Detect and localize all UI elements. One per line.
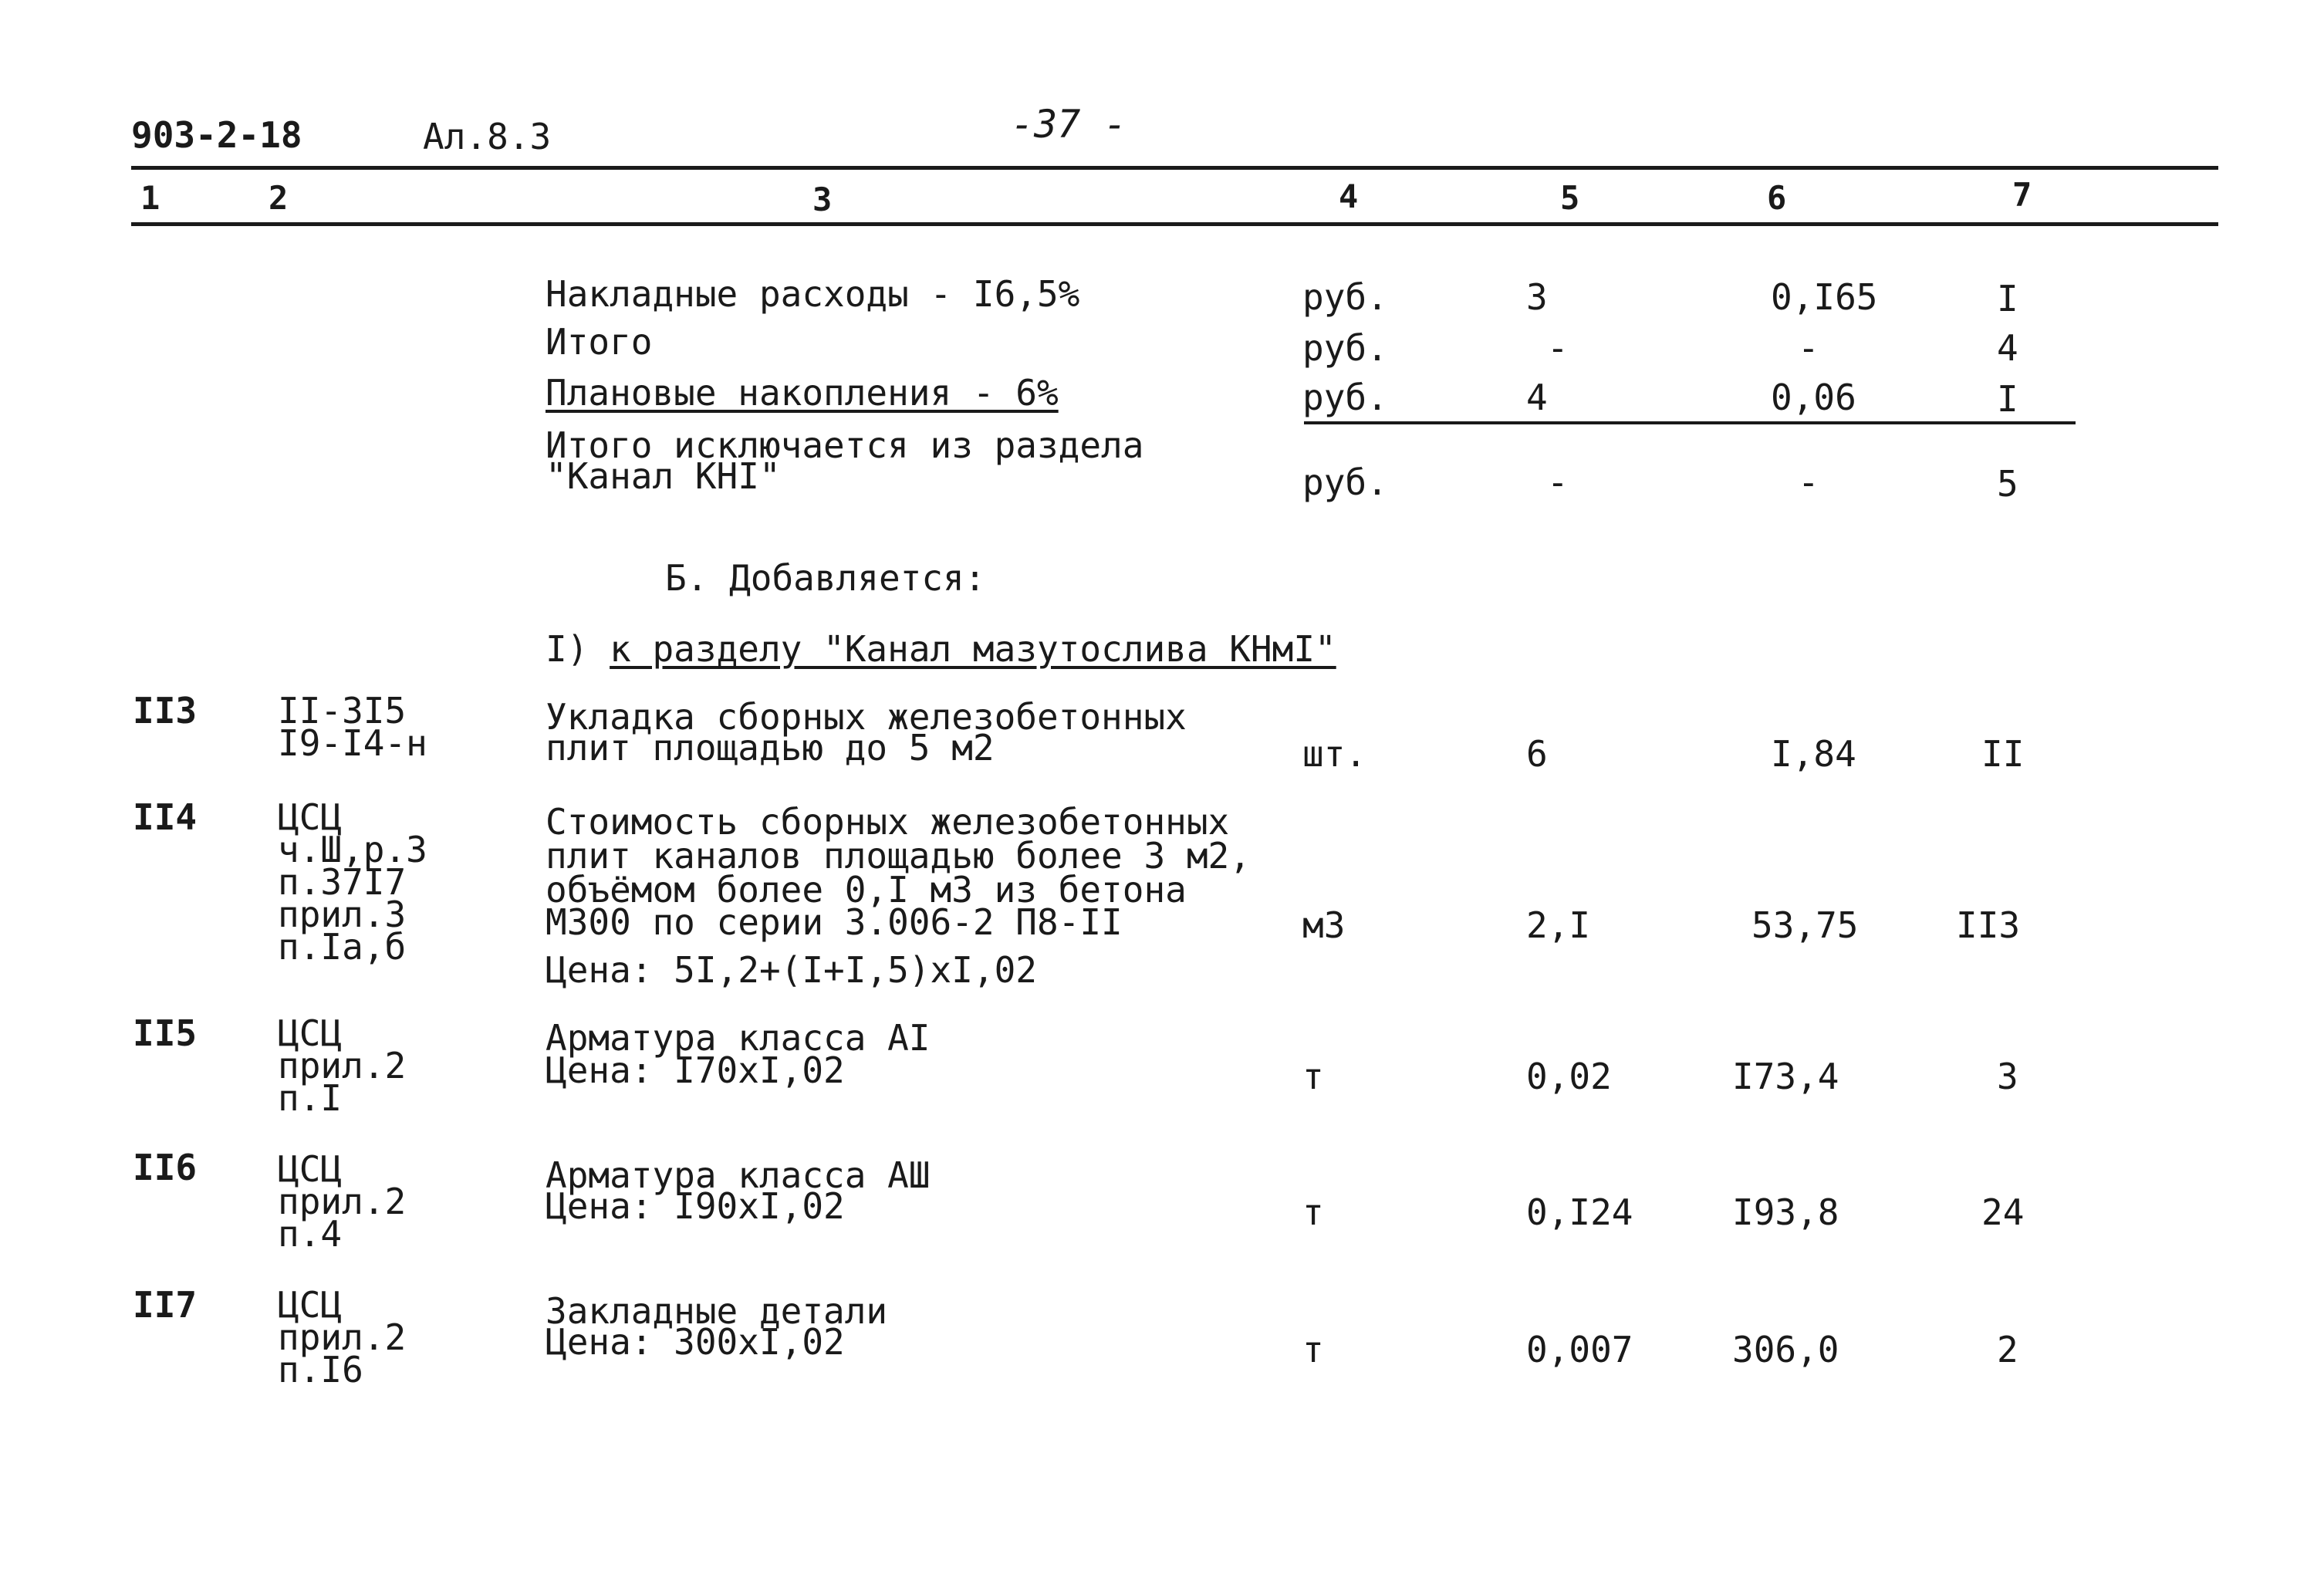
subsection-number: I)	[546, 628, 589, 670]
row-price: 53,75	[1751, 904, 1859, 946]
row-description-line: Цена: I90хI,02	[546, 1185, 845, 1227]
summary-row-name: Накладные расходы - I6,5%	[546, 273, 1080, 315]
summary-row-total: 4	[1997, 327, 2018, 369]
row-unit: т	[1302, 1056, 1324, 1097]
row-code-line: ЦСЦ	[278, 796, 343, 838]
summary-row-unit: руб.	[1302, 327, 1388, 369]
row-total: 24	[1981, 1191, 2025, 1233]
row-number: II3	[133, 690, 198, 732]
summary-row-unit: руб.	[1302, 276, 1388, 318]
summary-row-unit: руб.	[1302, 461, 1388, 503]
row-qty: 0,02	[1526, 1056, 1612, 1097]
row-number: II7	[133, 1284, 198, 1326]
column-number-3: 3	[812, 181, 833, 218]
summary-row-price: -	[1798, 461, 1819, 503]
row-description-line: Арматура класса АШ	[546, 1154, 931, 1196]
row-description-line: Арматура класса АI	[546, 1017, 931, 1059]
row-code-line: п.4	[278, 1213, 343, 1255]
row-code-line: п.37I7	[278, 861, 407, 903]
row-code-line: п.I	[278, 1077, 343, 1119]
row-number: II6	[133, 1147, 198, 1188]
row-code-line: ч.Ш,р.3	[278, 829, 427, 870]
row-description-line: Цена: I70хI,02	[546, 1049, 845, 1091]
row-unit: т	[1302, 1191, 1324, 1233]
row-description-line: М300 по серии 3.006-2 П8-II	[546, 901, 1123, 943]
album-number: Ал.8.3	[423, 116, 552, 157]
row-total: II	[1981, 733, 2025, 775]
summary-row-name-line1: Итого исключается из раздела	[546, 424, 1144, 466]
row-total: II3	[1956, 904, 2021, 946]
summary-row-name-line2: "Канал КНI"	[546, 455, 781, 497]
row-code-line: прил.2	[278, 1045, 407, 1086]
summary-row-name: Итого	[546, 321, 653, 363]
summary-row-qty: 4	[1526, 377, 1548, 418]
row-price: I93,8	[1732, 1191, 1839, 1233]
summary-row-price: -	[1798, 327, 1819, 369]
row-description-line: объёмом более 0,I м3 из бетона	[546, 869, 1187, 911]
row-total: 2	[1997, 1329, 2018, 1370]
column-number-7: 7	[2012, 176, 2032, 214]
row-price: I73,4	[1732, 1056, 1839, 1097]
page-number: -37 -	[1011, 102, 1127, 147]
row-total: 3	[1997, 1056, 2018, 1097]
section-heading: Б. Добавляется:	[665, 557, 986, 599]
row-description-line: Стоимость сборных железобетонных	[546, 801, 1230, 843]
column-number-5: 5	[1560, 179, 1580, 217]
row-code-line: прил.2	[278, 1181, 407, 1222]
row-number: II4	[133, 796, 198, 838]
column-header-rule	[131, 222, 2218, 226]
row-description-line: Закладные детали	[546, 1290, 888, 1332]
summary-row-qty: -	[1547, 461, 1569, 503]
row-code-line: ЦСЦ	[278, 1284, 343, 1326]
row-description-line: плит площадью до 5 м2	[546, 727, 995, 769]
row-code-line: I9-I4-н	[278, 722, 427, 764]
row-unit: т	[1302, 1329, 1324, 1370]
row-price: I,84	[1771, 733, 1856, 775]
document-code: 903-2-18	[131, 114, 302, 156]
summary-row-total: I	[1997, 378, 2018, 420]
row-unit: м3	[1302, 904, 1346, 946]
summary-row-price: 0,06	[1771, 377, 1856, 418]
row-code-line: ЦСЦ	[278, 1148, 343, 1190]
summary-row-price: 0,I65	[1771, 276, 1878, 318]
row-qty: 2,I	[1526, 904, 1591, 946]
row-code-line: прил.3	[278, 894, 407, 935]
column-number-1: 1	[140, 179, 160, 217]
row-code-line: п.Iа,б	[278, 926, 407, 968]
row-price: 306,0	[1732, 1329, 1839, 1370]
row-qty: 0,007	[1526, 1329, 1633, 1370]
row-unit: шт.	[1302, 733, 1367, 775]
summary-row-qty: -	[1547, 327, 1569, 369]
column-number-4: 4	[1339, 177, 1359, 215]
row-description-line: плит каналов площадью более 3 м2,	[546, 835, 1251, 877]
row-number: II5	[133, 1012, 198, 1054]
row-code-line: прил.2	[278, 1316, 407, 1358]
row-description-line: Цена: 300хI,02	[546, 1321, 845, 1363]
subsection-heading	[546, 628, 1336, 670]
row-code-line: II-3I5	[278, 690, 407, 732]
row-qty: 0,I24	[1526, 1191, 1633, 1233]
row-price-note: Цена: 5I,2+(I+I,5)хI,02	[546, 949, 1037, 991]
column-number-2: 2	[269, 179, 289, 217]
summary-row-qty: 3	[1526, 276, 1548, 318]
summary-row-name: Плановые накопления - 6%	[546, 372, 1059, 414]
row-description-line: Укладка сборных железобетонных	[546, 696, 1187, 738]
top-rule	[131, 166, 2218, 170]
row-qty: 6	[1526, 733, 1548, 775]
column-number-6: 6	[1767, 179, 1787, 217]
subtotal-rule	[1304, 421, 2076, 424]
row-code-line: п.I6	[278, 1349, 363, 1391]
row-code-line: ЦСЦ	[278, 1012, 343, 1054]
summary-row-total: 5	[1997, 463, 2018, 505]
summary-row-total: I	[1997, 278, 2018, 319]
subsection-title: к разделу "Канал мазутослива КНмI"	[610, 628, 1336, 670]
summary-row-unit: руб.	[1302, 377, 1388, 418]
